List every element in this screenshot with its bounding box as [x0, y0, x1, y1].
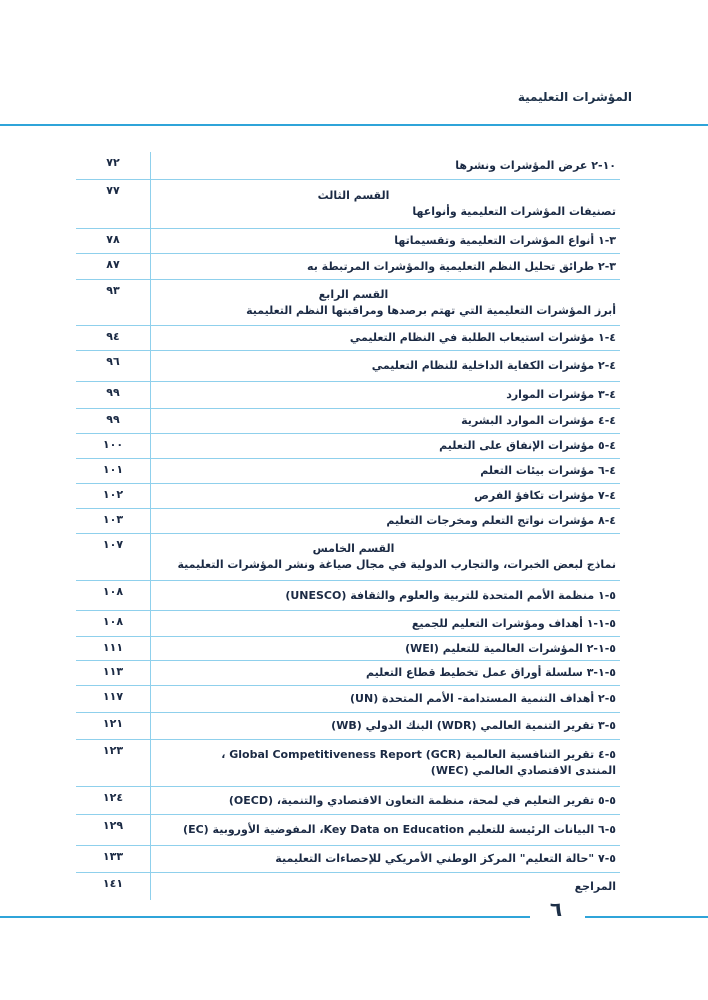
section-heading: القسم الرابع	[318, 287, 389, 301]
toc-entry-page: ١٠٧	[76, 534, 151, 580]
toc-row	[76, 409, 620, 434]
header-rule	[0, 124, 708, 126]
table-of-contents	[76, 152, 620, 900]
toc-row	[76, 787, 620, 815]
toc-entry-page: ١٠١	[76, 459, 151, 483]
toc-row	[76, 382, 620, 409]
toc-row	[76, 611, 620, 637]
toc-entry-page: ١٣٣	[76, 846, 151, 872]
toc-row	[76, 326, 620, 351]
page-number: ٦	[549, 897, 563, 921]
toc-entry-page: ١٢٣	[76, 740, 151, 786]
toc-entry-title: ٥-٢ أهداف التنمية المستدامة- الأمم المتحدة (UN)	[350, 692, 616, 705]
section-heading: القسم الثالث	[317, 189, 390, 202]
toc-row	[76, 254, 620, 280]
toc-entry-title: ٥-٤ تقرير التنافسية العالمية (GCR) Global Competitiveness Report ،	[221, 748, 616, 761]
toc-entry-page: ١٢١	[76, 713, 151, 739]
toc-entry-title: ٤-١ مؤشرات استيعاب الطلبة في النظام التعليمي	[349, 331, 616, 344]
toc-entry-title: ٥-٣ تقرير التنمية العالمي (WDR) البنك الدولي (WB)	[331, 719, 616, 732]
toc-entry-page: ١١٣	[76, 661, 151, 685]
toc-row	[76, 509, 620, 534]
toc-row	[76, 229, 620, 254]
toc-entry-title: ٥-١-١ أهداف ومؤشرات التعليم للجميع	[411, 616, 616, 630]
toc-entry-title: ٥-١-٢ المؤشرات العالمية للتعليم (WEI)	[405, 641, 616, 655]
section-subtitle: تصنيفات المؤشرات التعليمية وأنواعها	[412, 205, 616, 218]
toc-entry-title: ٤-٧ مؤشرات تكافؤ الفرص	[474, 489, 616, 502]
toc-entry-title: ٤-٢ مؤشرات الكفاية الداخلية للنظام التعليمي	[371, 359, 616, 372]
toc-section-row	[76, 280, 620, 326]
footer-rule-right	[585, 916, 708, 918]
toc-entry-page: ٧٨	[76, 229, 151, 253]
section-heading: القسم الخامس	[312, 542, 395, 555]
toc-row	[76, 873, 620, 900]
toc-entry-page: ٩٣	[76, 280, 151, 325]
toc-entry-title: ٤-٨ مؤشرات نواتج التعلم ومخرجات التعليم	[386, 514, 616, 527]
toc-row	[76, 459, 620, 484]
toc-row	[76, 637, 620, 661]
toc-entry-page: ٩٩	[76, 382, 151, 408]
toc-entry-title: ٤-٤ مؤشرات الموارد البشرية	[461, 414, 616, 427]
toc-row	[76, 713, 620, 740]
toc-entry-page: ١٠٨	[76, 581, 151, 610]
toc-entry-page: ١١١	[76, 637, 151, 660]
toc-row	[76, 434, 620, 459]
toc-entry-page: ١٠٨	[76, 611, 151, 636]
toc-entry-page: ٩٦	[76, 351, 151, 381]
toc-entry-page: ٩٩	[76, 409, 151, 433]
toc-entry-page: ٧٢	[76, 152, 151, 179]
toc-row	[76, 661, 620, 686]
toc-entry-page: ١١٧	[76, 686, 151, 712]
toc-entry-page: ٩٤	[76, 326, 151, 350]
toc-entry-page: ١٢٤	[76, 787, 151, 814]
toc-row	[76, 152, 620, 180]
toc-entry-title: ٣-٢ طرائق تحليل النظم التعليمية والمؤشرات المرتبطة به	[307, 259, 616, 273]
toc-entry-page: ٧٧	[76, 180, 151, 228]
toc-row	[76, 351, 620, 382]
toc-entry-title: ٤-٣ مؤشرات الموارد	[506, 388, 616, 401]
toc-row	[76, 740, 620, 787]
toc-row	[76, 815, 620, 846]
toc-row	[76, 846, 620, 873]
toc-entry-title: ٣-١ أنواع المؤشرات التعليمية وتقسيماتها	[394, 234, 616, 247]
toc-entry-title: ٤-٦ مؤشرات بيئات التعلم	[480, 464, 616, 477]
toc-entry-title-continued: المنتدى الاقتصادي العالمي (WEC)	[430, 764, 616, 777]
toc-entry-page: ١٠٣	[76, 509, 151, 533]
toc-entry-title: ٥-٦ البيانات الرئيسة للتعليم Key Data on Education، المفوضية الأوروبية (EC)	[183, 823, 616, 836]
toc-row	[76, 581, 620, 611]
toc-section-row	[76, 180, 620, 229]
toc-entry-page: ١٠٢	[76, 484, 151, 508]
toc-row	[76, 686, 620, 713]
toc-entry-page: ١٢٩	[76, 815, 151, 845]
toc-entry-page: ١٠٠	[76, 434, 151, 458]
section-subtitle: نماذج لبعض الخبرات، والتجارب الدولية في مجال صياغة ونشر المؤشرات التعليمية	[177, 558, 616, 571]
toc-entry-page: ٨٧	[76, 254, 151, 279]
toc-section-row	[76, 534, 620, 581]
running-header: المؤشرات التعليمية	[517, 90, 632, 104]
toc-entry-title: ٥-١ منظمة الأمم المتحدة للتربية والعلوم والثقافة (UNESCO)	[285, 588, 616, 602]
toc-entry-title: ٥-١-٣ سلسلة أوراق عمل تخطيط قطاع التعليم	[365, 666, 616, 679]
toc-entry-page: ١٤١	[76, 873, 151, 900]
toc-entry-title: ٥-٥ تقرير التعليم في لمحة، منظمة التعاون الاقتصادي والتنمية، (OECD)	[228, 793, 616, 807]
toc-row	[76, 484, 620, 509]
footer-rule-left	[0, 916, 530, 918]
toc-entry-title: ٥-٧ "حالة التعليم" المركز الوطني الأمريكي للإحصاءات التعليمية	[275, 852, 616, 865]
section-subtitle: أبرز المؤشرات التعليمية التي تهتم برصدها ومراقبتها النظم التعليمية	[246, 303, 616, 317]
toc-entry-title: المراجع	[574, 879, 616, 893]
toc-entry-title: ١٠-٢ عرض المؤشرات ونشرها	[455, 158, 616, 172]
toc-entry-title: ٤-٥ مؤشرات الإنفاق على التعليم	[439, 439, 616, 452]
